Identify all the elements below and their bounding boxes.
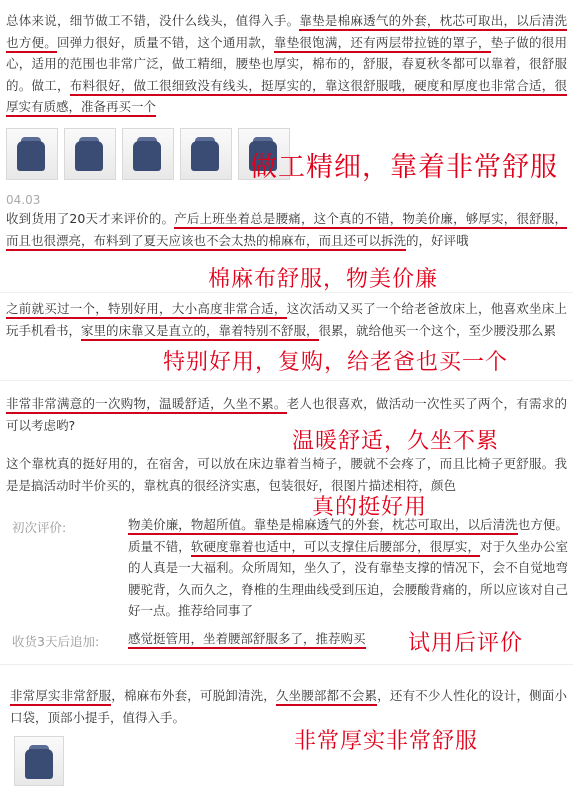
review-1-photos xyxy=(6,128,290,180)
annotation-stamp: 做工精细，靠着非常舒服 xyxy=(250,152,558,183)
photo-thumbnail[interactable] xyxy=(64,128,116,180)
underlined-text: 产后上班坐着总是腰痛，这个真的不错，物美价廉，够厚实，很舒服，而且也很漂亮，布料到了夏天应该也不会太热的棉麻布，而且还可以拆洗 xyxy=(6,211,567,251)
followup-label: 收货3天后追加: xyxy=(12,634,100,649)
review-3 xyxy=(0,298,573,341)
annotation-stamp: 温暖舒适，久坐不累 xyxy=(292,429,500,454)
review-text: 的，好评哦 xyxy=(406,232,469,248)
divider xyxy=(0,380,573,381)
review-text: 这次活动又买了一个给老爸放床上，他喜欢坐床上玩手机看书， xyxy=(6,301,567,338)
annotation-stamp: 特别好用，复购，给老爸也买一个 xyxy=(163,350,509,375)
divider xyxy=(0,664,573,665)
underlined-text: 靠这很舒服哦，硬度和厚度也非常合适，很厚实有质感，准备再买一个 xyxy=(6,78,567,118)
first-review-label: 初次评价: xyxy=(12,520,67,535)
annotation-stamp: 棉麻布舒服，物美价廉 xyxy=(208,267,439,292)
underlined-text: 非常非常满意的一次购物，温暖舒适，久坐不累。 xyxy=(6,396,287,414)
review-1-text xyxy=(6,10,567,118)
review-6 xyxy=(0,685,573,728)
annotation-stamp: 非常厚实非常舒服 xyxy=(294,729,479,754)
review-text: 收到货用了20天才来评价的。 xyxy=(6,211,175,226)
divider xyxy=(0,292,573,293)
review-text: 垫子做的很用心，适用的范围也非常广泛，做工精细，腰垫也厚实，棉布的，舒服，春夏秋冬都可以靠着，很舒服的。做工， xyxy=(6,34,567,93)
review-text: 老人也很喜欢，做活动一次性买了两个，有需求的可以考虑哟? xyxy=(6,396,567,433)
review-text: ，棉麻布外套，可脱卸清洗， xyxy=(111,688,276,703)
review-3-text xyxy=(6,298,567,341)
review-text: 很累，就给他买一个这个，至少腰没那么累 xyxy=(318,322,557,338)
underlined-text: 软硬度靠着也适中，可以支撑住后腰部分，很厚实， xyxy=(191,539,480,557)
review-text: 总体来说，细节做工不错，没什么线头，值得入手。 xyxy=(6,13,300,28)
review-1 xyxy=(0,10,573,118)
underlined-text: 家里的床靠又是直立的，靠着特别不舒服， xyxy=(81,323,319,341)
underlined-text: 布料很好，做工很细致没有线头，挺厚实的， xyxy=(70,78,325,96)
underlined-text: 久坐腰部都不会累 xyxy=(276,688,377,706)
underlined-text: 物美价廉，物超所值。靠垫是棉麻透气的外套，枕芯可取出，以后清洗 xyxy=(128,517,518,535)
photo-thumbnail[interactable] xyxy=(122,128,174,180)
review-6-text xyxy=(10,685,567,728)
review-date: 04.03 xyxy=(6,193,41,207)
underlined-text: 之前就买过一个，特别好用，大小高度非常合适， xyxy=(6,301,287,319)
review-5-text xyxy=(6,453,567,496)
photo-thumbnail[interactable] xyxy=(180,128,232,180)
underlined-text: 靠垫很饱满，还有两层带拉链的罩子， xyxy=(274,35,491,53)
first-review-text xyxy=(128,514,568,622)
review-2-text xyxy=(6,208,567,251)
review-text: 回弹力很好，质量不错，这个通用款， xyxy=(57,34,274,50)
annotation-stamp: 真的挺好用 xyxy=(312,495,428,520)
review-text: 也方便。质量不错， xyxy=(128,517,568,554)
review-2 xyxy=(0,208,573,251)
photo-thumbnail[interactable] xyxy=(6,128,58,180)
review-text: 这个靠枕真的挺好用的，在宿舍，可以放在床边靠着当椅子，腰就不会疼了，而且比椅子更舒服。我是是搞活动时半价买的，靠枕真的很经济实惠，包装很好，很图片描述相符，颜色 xyxy=(6,456,567,493)
underlined-text: 非常厚实非常舒服 xyxy=(10,688,111,706)
annotation-stamp: 试用后评价 xyxy=(408,631,524,656)
underlined-text: 靠垫是棉麻透气的外套，枕芯可取出，以后清洗也方便。 xyxy=(6,13,567,53)
underlined-text: 感觉挺管用，坐着腰部舒服多了，推荐购买 xyxy=(128,631,366,649)
review-text: ，还有不少人性化的设计，侧面小口袋，顶部小提手，值得入手。 xyxy=(10,688,567,725)
photo-thumbnail[interactable] xyxy=(14,736,64,786)
review-text: 对于久坐办公室的人真是一大福利。众所周知，坐久了，没有靠垫支撑的情况下，会不自觉地弯腰驼背，久而久之，脊椎的生理曲线受到压迫，会腰酸背痛的，所以应该对自己好一点。推荐给同事了 xyxy=(128,538,568,618)
review-5 xyxy=(0,453,573,496)
